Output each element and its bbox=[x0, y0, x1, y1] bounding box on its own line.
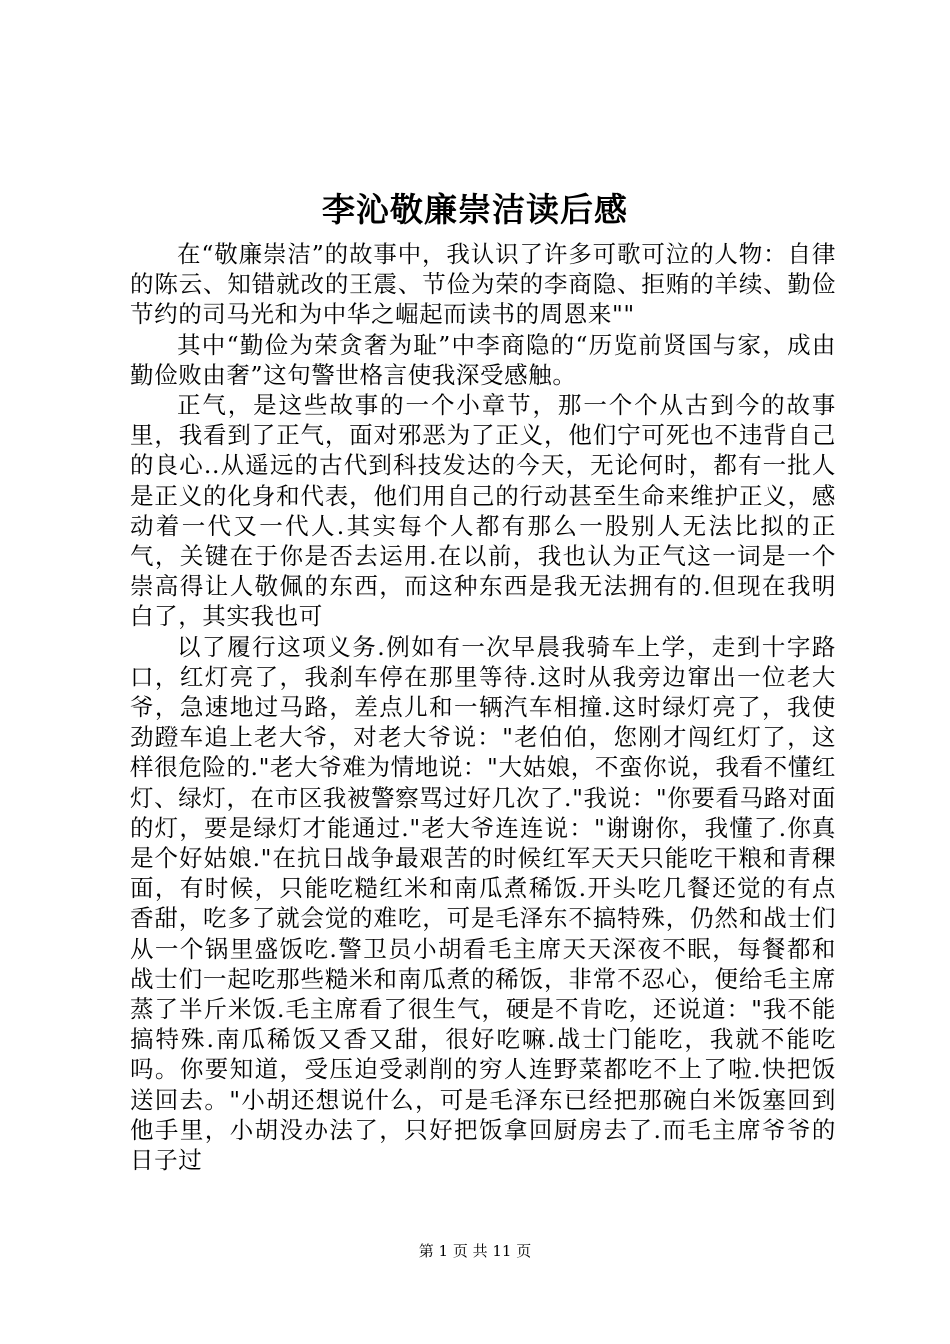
paragraph: 在“敬廉崇洁”的故事中，我认识了许多可歌可泣的人物：自律的陈云、知错就改的王震、节俭为荣的李商隐、拒贿的羊续、勤俭节约的司马光和为中华之崛起而读书的周恩来"" bbox=[130, 240, 836, 329]
paragraph: 正气，是这些故事的一个小章节，那一个个从古到今的故事里，我看到了正气，面对邪恶为了正义，他们宁可死也不违背自己的良心..从遥远的古代到科技发达的今天，无论何时，都有一批人是正义的化身和代表，他们用自己的行动甚至生命来维护正义，感动着一代又一代人.其实每个人都有那么一股别人无法比拟的正气，关键在于你是否去运用.在以前，我也认为正气这一词是一个崇高得让人敬佩的东西，而这种东西是我无法拥有的.但现在我明白了，其实我也可 bbox=[130, 391, 836, 631]
document-title: 李沁敬廉崇洁读后感 bbox=[322, 190, 628, 229]
paragraph: 其中“勤俭为荣贪奢为耻”中李商隐的“历览前贤国与家，成由勤俭败由奢”这句警世格言使我深受感触。 bbox=[130, 330, 836, 389]
paragraph: 以了履行这项义务.例如有一次早晨我骑车上学，走到十字路口，红灯亮了，我刹车停在那里等待.这时从我旁边窜出一位老大爷，急速地过马路，差点儿和一辆汽车相撞.这时绿灯亮了，我使劲蹬车追上老大爷，对老大爷说："老伯伯，您刚才闯红灯了，这样很危险的."老大爷难为情地说："大姑娘，不蛮你说，我看不懂红灯、绿灯，在市区我被警察骂过好几次了."我说："你要看马路对面的灯，要是绿灯才能通过."老大爷连连说："谢谢你，我懂了.你真是个好姑娘."在抗日战争最艰苦的时候红军天天只能吃干粮和青稞面，有时候，只能吃糙红米和南瓜煮稀饭.开头吃几餐还觉的有点香甜，吃多了就会觉的难吃，可是毛泽东不搞特殊，仍然和战士们从一个锅里盛饭吃.警卫员小胡看毛主席天天深夜不眠，每餐都和战士们一起吃那些糙米和南瓜煮的稀饭，非常不忍心，便给毛主席蒸了半斤米饭.毛主席看了很生气，硬是不肯吃，还说道："我不能搞特殊.南瓜稀饭又香又甜，很好吃嘛.战士门能吃，我就不能吃吗。你要知道，受压迫受剥削的穷人连野菜都吃不上了啦.快把饭送回去。"小胡还想说什么，可是毛泽东已经把那碗白米饭塞回到他手里，小胡没办法了，只好把饭拿回厨房去了.而毛主席爷爷的日子过 bbox=[130, 632, 836, 1175]
document-body bbox=[130, 239, 836, 1175]
page-number-footer: 第 1 页 共 11 页 bbox=[418, 1242, 532, 1260]
